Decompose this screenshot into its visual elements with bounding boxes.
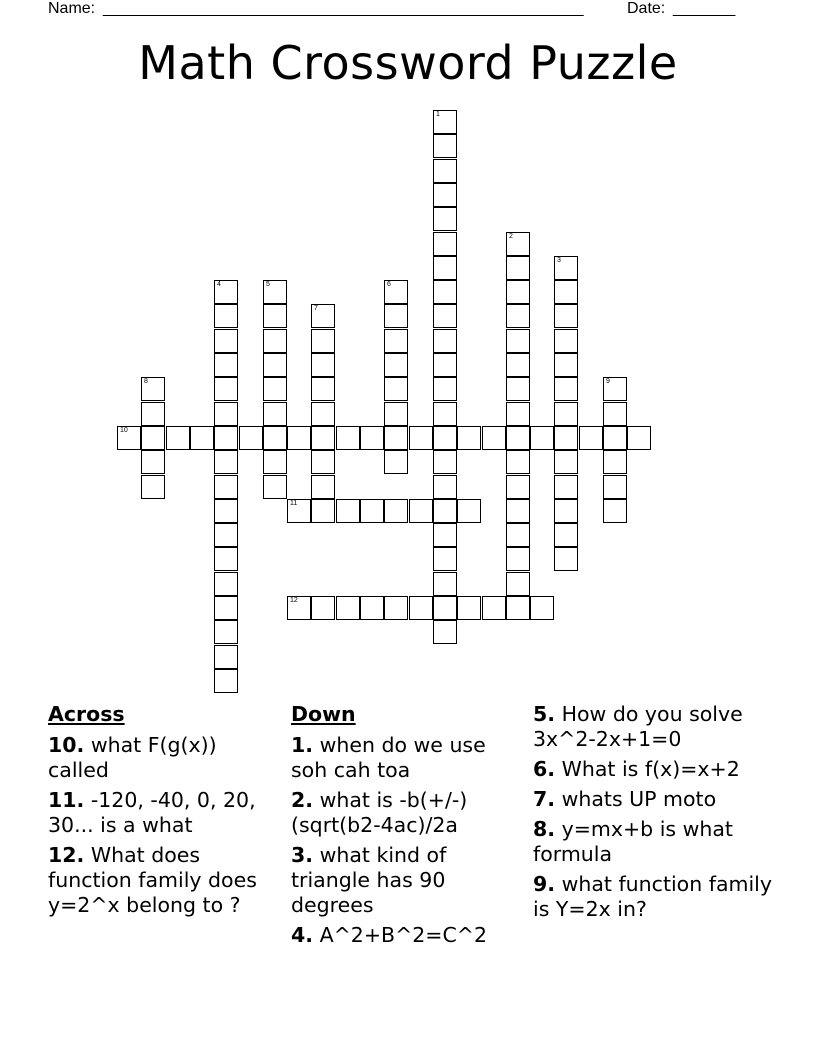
- grid-cell[interactable]: [554, 377, 578, 401]
- grid-cell[interactable]: [287, 426, 311, 450]
- clue-text: what kind of triangle has 90 degrees: [291, 843, 447, 917]
- grid-cell[interactable]: [214, 547, 238, 571]
- grid-cell[interactable]: [311, 304, 335, 328]
- cell-number: 4: [217, 281, 221, 288]
- grid-cell[interactable]: [433, 402, 457, 426]
- grid-cell[interactable]: [554, 280, 578, 304]
- grid-cell[interactable]: [433, 377, 457, 401]
- clue-text: What is f(x)=x+2: [561, 757, 740, 781]
- clue-number: 10.: [48, 733, 85, 757]
- grid-cell[interactable]: [141, 450, 165, 474]
- clue-down-5: [533, 702, 793, 752]
- date-label: Date:: [627, 0, 666, 17]
- name-label: Name:: [48, 0, 96, 17]
- grid-cell[interactable]: [433, 232, 457, 256]
- grid-cell[interactable]: [336, 499, 360, 523]
- grid-cell[interactable]: [384, 304, 408, 328]
- cell-number: 12: [290, 597, 298, 604]
- grid-cell[interactable]: [603, 450, 627, 474]
- grid-cell[interactable]: [214, 523, 238, 547]
- grid-cell[interactable]: [214, 645, 238, 669]
- clue-text: what is -b(+/-)(sqrt(b2-4ac)/2a: [291, 788, 468, 837]
- grid-cell[interactable]: [433, 450, 457, 474]
- grid-cell[interactable]: [214, 450, 238, 474]
- grid-cell[interactable]: [506, 304, 530, 328]
- grid-cell[interactable]: [166, 426, 190, 450]
- grid-cell[interactable]: [482, 596, 506, 620]
- grid-cell[interactable]: [433, 426, 457, 450]
- grid-cell[interactable]: [457, 596, 481, 620]
- date-field[interactable]: _______: [673, 0, 736, 17]
- grid-cell[interactable]: [360, 499, 384, 523]
- grid-cell[interactable]: [311, 450, 335, 474]
- grid-cell[interactable]: [506, 353, 530, 377]
- grid-cell[interactable]: [554, 450, 578, 474]
- grid-cell[interactable]: [603, 377, 627, 401]
- clue-number: 7.: [533, 787, 556, 811]
- grid-cell[interactable]: [433, 572, 457, 596]
- grid-cell[interactable]: [214, 280, 238, 304]
- grid-cell[interactable]: [506, 523, 530, 547]
- clue-text: y=mx+b is what formula: [533, 817, 733, 866]
- clue-down-8: [533, 817, 793, 867]
- grid-cell[interactable]: [433, 499, 457, 523]
- cell-number: 7: [314, 305, 318, 312]
- grid-cell[interactable]: [433, 620, 457, 644]
- clue-text: What does function family does y=2^x belong to ?: [48, 843, 257, 917]
- grid-cell[interactable]: [384, 402, 408, 426]
- grid-cell[interactable]: [311, 426, 335, 450]
- grid-cell[interactable]: [311, 329, 335, 353]
- grid-cell[interactable]: [554, 402, 578, 426]
- grid-cell[interactable]: [311, 499, 335, 523]
- grid-cell[interactable]: [214, 499, 238, 523]
- clue-text: when do we use soh cah toa: [291, 733, 486, 782]
- grid-cell[interactable]: [287, 499, 311, 523]
- cell-number: 9: [606, 378, 610, 385]
- grid-cell[interactable]: [263, 280, 287, 304]
- clue-number: 5.: [533, 702, 556, 726]
- grid-cell[interactable]: [506, 377, 530, 401]
- grid-cell[interactable]: [506, 475, 530, 499]
- grid-cell[interactable]: [482, 426, 506, 450]
- clue-text: How do you solve 3x^2-2x+1=0: [533, 702, 743, 751]
- down-clues-continued: [533, 702, 793, 927]
- clue-number: 9.: [533, 872, 556, 896]
- grid-cell[interactable]: [409, 426, 433, 450]
- grid-cell[interactable]: [433, 159, 457, 183]
- grid-cell[interactable]: [506, 329, 530, 353]
- grid-cell[interactable]: [263, 329, 287, 353]
- grid-cell[interactable]: [433, 596, 457, 620]
- grid-cell[interactable]: [433, 353, 457, 377]
- grid-cell[interactable]: [554, 523, 578, 547]
- clue-number: 1.: [291, 733, 314, 757]
- across-clues: [48, 702, 278, 923]
- clue-number: 12.: [48, 843, 85, 867]
- grid-cell[interactable]: [117, 426, 141, 450]
- across-heading: Across: [48, 702, 125, 726]
- grid-cell[interactable]: [239, 426, 263, 450]
- grid-cell[interactable]: [360, 426, 384, 450]
- grid-cell[interactable]: [554, 353, 578, 377]
- clue-text: A^2+B^2=C^2: [319, 923, 488, 947]
- grid-cell[interactable]: [506, 547, 530, 571]
- clue-number: 2.: [291, 788, 314, 812]
- grid-cell[interactable]: [433, 207, 457, 231]
- grid-cell[interactable]: [433, 329, 457, 353]
- clue-across-12: [48, 843, 278, 918]
- grid-cell[interactable]: [263, 353, 287, 377]
- grid-cell[interactable]: [603, 475, 627, 499]
- grid-cell[interactable]: [311, 475, 335, 499]
- grid-cell[interactable]: [433, 304, 457, 328]
- clue-number: 3.: [291, 843, 314, 867]
- grid-cell[interactable]: [263, 426, 287, 450]
- grid-cell[interactable]: [141, 402, 165, 426]
- grid-cell[interactable]: [506, 402, 530, 426]
- grid-cell[interactable]: [530, 596, 554, 620]
- grid-cell[interactable]: [214, 377, 238, 401]
- grid-cell[interactable]: [384, 499, 408, 523]
- grid-cell[interactable]: [214, 353, 238, 377]
- name-field[interactable]: ______________________________________________________: [103, 0, 584, 17]
- grid-cell[interactable]: [214, 475, 238, 499]
- clue-down-9: [533, 872, 793, 922]
- clue-number: 4.: [291, 923, 314, 947]
- grid-cell[interactable]: [554, 256, 578, 280]
- grid-cell[interactable]: [457, 499, 481, 523]
- down-clues: [291, 702, 527, 953]
- grid-cell[interactable]: [506, 426, 530, 450]
- cell-number: 5: [266, 281, 270, 288]
- grid-cell[interactable]: [214, 402, 238, 426]
- grid-cell[interactable]: [263, 475, 287, 499]
- grid-cell[interactable]: [384, 596, 408, 620]
- clue-across-11: [48, 788, 278, 838]
- clue-text: what function family is Y=2x in?: [533, 872, 772, 921]
- grid-cell[interactable]: [506, 499, 530, 523]
- down-heading: Down: [291, 702, 356, 726]
- grid-cell[interactable]: [263, 304, 287, 328]
- clue-text: what F(g(x)) called: [48, 733, 217, 782]
- grid-cell[interactable]: [554, 547, 578, 571]
- grid-cell[interactable]: [311, 353, 335, 377]
- grid-cell[interactable]: [603, 499, 627, 523]
- grid-cell[interactable]: [263, 450, 287, 474]
- grid-cell[interactable]: [409, 596, 433, 620]
- grid-cell[interactable]: [190, 426, 214, 450]
- grid-cell[interactable]: [384, 329, 408, 353]
- clue-down-3: [291, 843, 527, 918]
- grid-cell[interactable]: [433, 280, 457, 304]
- clue-number: 8.: [533, 817, 556, 841]
- grid-cell[interactable]: [311, 377, 335, 401]
- clue-down-7: [533, 787, 793, 812]
- grid-cell[interactable]: [554, 426, 578, 450]
- grid-cell[interactable]: [433, 134, 457, 158]
- cell-number: 11: [290, 500, 298, 507]
- grid-cell[interactable]: [506, 256, 530, 280]
- grid-cell[interactable]: [554, 499, 578, 523]
- clue-number: 6.: [533, 757, 556, 781]
- grid-cell[interactable]: [263, 402, 287, 426]
- clue-number: 11.: [48, 788, 85, 812]
- cell-number: 8: [144, 378, 148, 385]
- grid-cell[interactable]: [530, 426, 554, 450]
- page-title: Math Crossword Puzzle: [138, 36, 678, 90]
- grid-cell[interactable]: [433, 110, 457, 134]
- grid-cell[interactable]: [141, 377, 165, 401]
- grid-cell[interactable]: [433, 547, 457, 571]
- grid-cell[interactable]: [384, 426, 408, 450]
- clue-down-6: [533, 757, 793, 782]
- grid-cell[interactable]: [457, 426, 481, 450]
- cell-number: 6: [387, 281, 391, 288]
- clue-down-4: [291, 923, 527, 948]
- grid-cell[interactable]: [141, 426, 165, 450]
- grid-cell[interactable]: [287, 596, 311, 620]
- grid-cell[interactable]: [554, 475, 578, 499]
- grid-cell[interactable]: [141, 475, 165, 499]
- cell-number: 3: [557, 257, 561, 264]
- grid-cell[interactable]: [214, 426, 238, 450]
- grid-cell[interactable]: [554, 329, 578, 353]
- grid-cell[interactable]: [214, 669, 238, 693]
- clue-text: -120, -40, 0, 20, 30... is a what: [48, 788, 256, 837]
- grid-cell[interactable]: [214, 596, 238, 620]
- cell-number: 10: [120, 427, 128, 434]
- grid-cell[interactable]: [554, 304, 578, 328]
- grid-cell[interactable]: [579, 426, 603, 450]
- clue-down-1: [291, 733, 527, 783]
- grid-cell[interactable]: [433, 256, 457, 280]
- grid-cell[interactable]: [433, 475, 457, 499]
- grid-cell[interactable]: [336, 596, 360, 620]
- grid-cell[interactable]: [336, 426, 360, 450]
- grid-cell[interactable]: [214, 620, 238, 644]
- grid-cell[interactable]: [506, 280, 530, 304]
- grid-cell[interactable]: [506, 572, 530, 596]
- grid-cell[interactable]: [603, 426, 627, 450]
- grid-cell[interactable]: [360, 596, 384, 620]
- grid-cell[interactable]: [311, 596, 335, 620]
- grid-cell[interactable]: [384, 353, 408, 377]
- grid-cell[interactable]: [506, 450, 530, 474]
- grid-cell[interactable]: [506, 232, 530, 256]
- clue-across-10: [48, 733, 278, 783]
- grid-cell[interactable]: [603, 402, 627, 426]
- grid-cell[interactable]: [384, 377, 408, 401]
- clue-text: whats UP moto: [561, 787, 717, 811]
- grid-cell[interactable]: [433, 183, 457, 207]
- grid-cell[interactable]: [263, 377, 287, 401]
- grid-cell[interactable]: [409, 499, 433, 523]
- cell-number: 2: [509, 233, 513, 240]
- grid-cell[interactable]: [506, 596, 530, 620]
- grid-cell[interactable]: [384, 280, 408, 304]
- clue-down-2: [291, 788, 527, 838]
- grid-cell[interactable]: [214, 329, 238, 353]
- grid-cell[interactable]: [214, 572, 238, 596]
- grid-cell[interactable]: [214, 304, 238, 328]
- cell-number: 1: [436, 111, 440, 118]
- grid-cell[interactable]: [384, 450, 408, 474]
- grid-cell[interactable]: [433, 523, 457, 547]
- grid-cell[interactable]: [311, 402, 335, 426]
- grid-cell[interactable]: [627, 426, 651, 450]
